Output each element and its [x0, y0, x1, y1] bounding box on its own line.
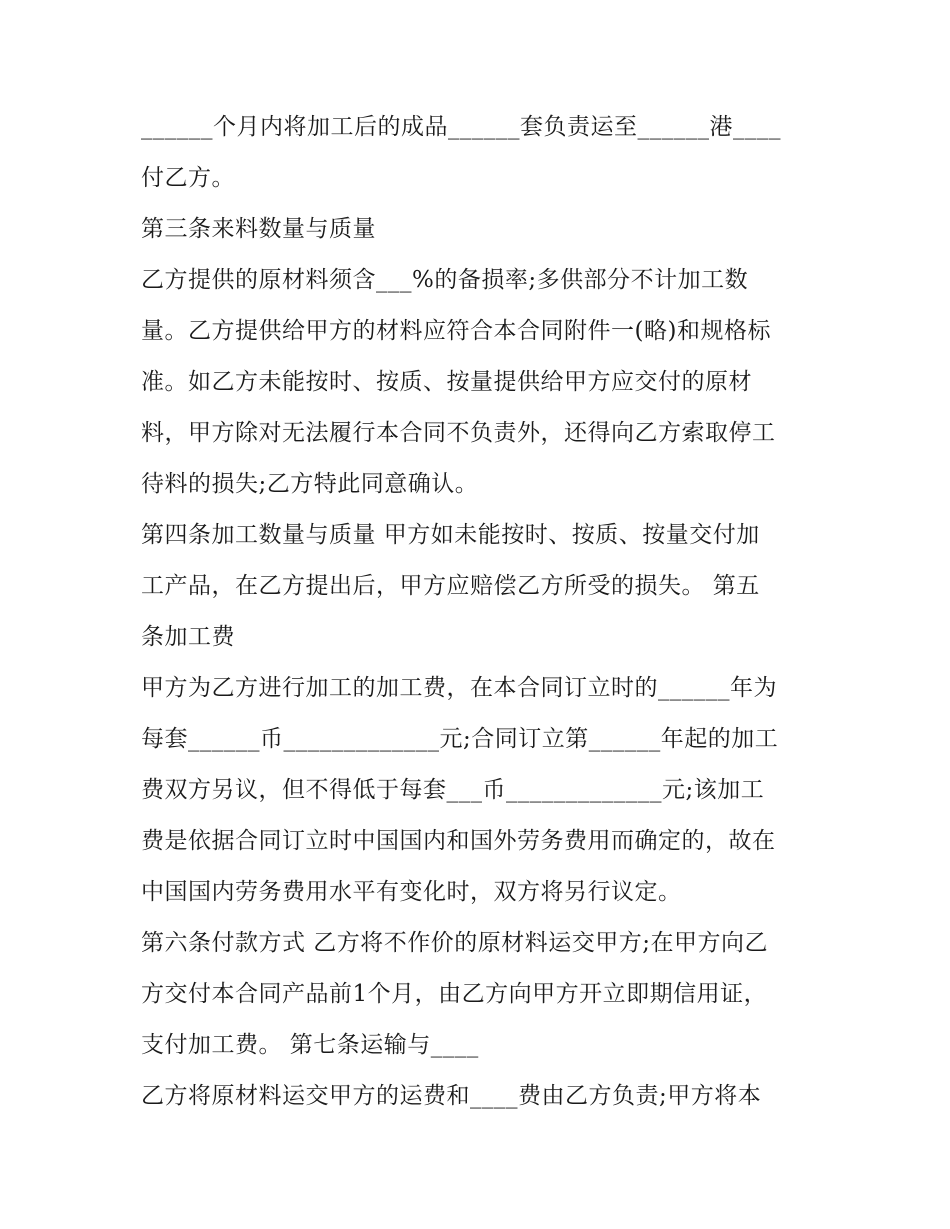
text-line: 中国国内劳务费用水平有变化时，双方将另行议定。: [141, 879, 682, 905]
section-heading: 条加工费: [141, 624, 235, 650]
document-body: [141, 102, 821, 1122]
text-line: 方交付本合同产品前1个月，由乙方向甲方开立即期信用证，: [141, 981, 768, 1007]
text-line: 乙方提供的原材料须含___%的备损率;多供部分不计加工数: [141, 267, 749, 293]
text-line: 待料的损失;乙方特此同意确认。: [141, 471, 479, 497]
text-line: 工产品，在乙方提出后，甲方应赔偿乙方所受的损失。 第五: [141, 573, 760, 599]
text-line: 料，甲方除对无法履行本合同不负责外，还得向乙方索取停工: [141, 420, 776, 446]
text-line: ______个月内将加工后的成品______套负责运至______港____: [141, 114, 781, 140]
text-line: 每套______币_____________元;合同订立第______年起的加工: [141, 726, 779, 752]
text-line: 付乙方。: [141, 165, 235, 191]
text-line: 费是依据合同订立时中国国内和国外劳务费用而确定的，故在: [141, 828, 776, 854]
text-line: 费双方另议，但不得低于每套___币_____________元;该加工: [141, 777, 765, 803]
section-heading: 第三条来料数量与质量: [141, 216, 376, 242]
text-line: 甲方为乙方进行加工的加工费，在本合同订立时的______年为: [141, 675, 777, 701]
text-line: 第四条加工数量与质量 甲方如未能按时、按质、按量交付加: [141, 522, 760, 548]
text-line: 量。乙方提供给甲方的材料应符合本合同附件一(略)和规格标: [141, 318, 771, 344]
text-line: 乙方将原材料运交甲方的运费和____费由乙方负责;甲方将本: [141, 1083, 762, 1109]
text-line: 第六条付款方式 乙方将不作价的原材料运交甲方;在甲方向乙: [141, 930, 769, 956]
text-line: 准。如乙方未能按时、按质、按量提供给甲方应交付的原材: [141, 369, 752, 395]
text-line: 支付加工费。 第七条运输与____: [141, 1032, 479, 1058]
